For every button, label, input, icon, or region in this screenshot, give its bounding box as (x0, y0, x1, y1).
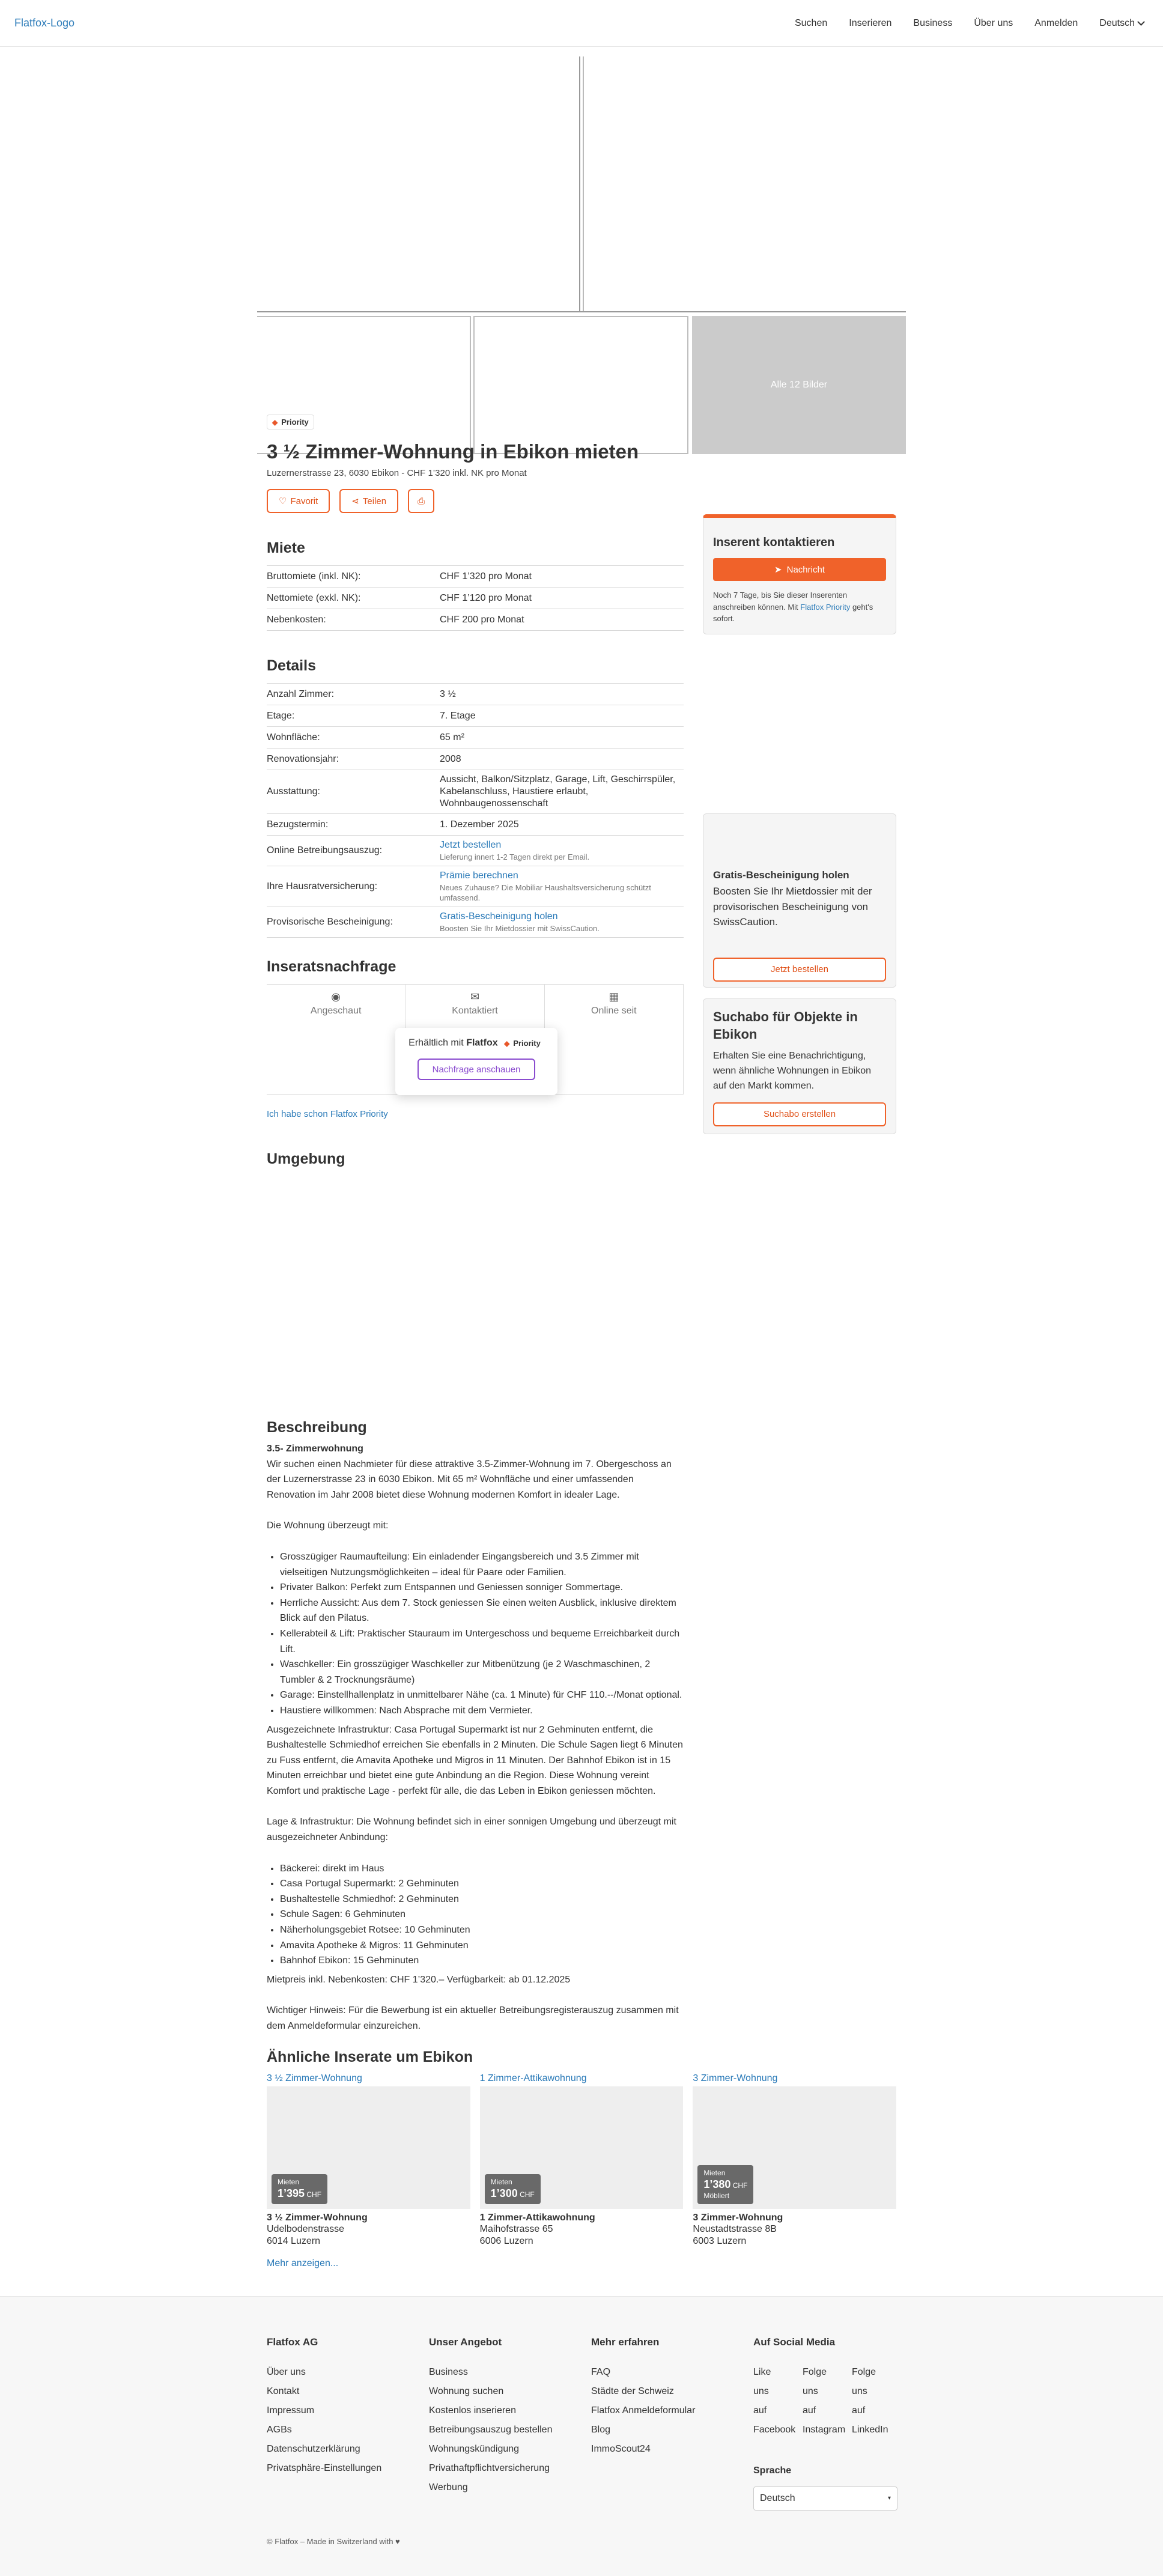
similar-card-title[interactable]: 3 Zimmer-Wohnung (693, 2073, 778, 2083)
swisscaution-text: Boosten Sie Ihr Mietdossier mit der provisorischen Bescheinigung von SwissCaution. (713, 886, 872, 928)
footer-link[interactable]: Werbung (429, 2482, 468, 2492)
linkedin-link[interactable]: auf (852, 2405, 866, 2416)
row-note: Boosten Sie Ihr Mietdossier mit SwissCaution. (440, 923, 600, 933)
price-label: Mieten (278, 2178, 300, 2187)
linkedin-link[interactable]: Folge (852, 2367, 876, 2377)
stat-viewed (267, 985, 405, 1094)
table-row (267, 705, 684, 727)
flatfox-logo[interactable]: Flatfox-Logo (14, 17, 75, 29)
row-label: Renovationsjahr: (267, 753, 339, 764)
similar-card-title[interactable]: 3 ½ Zimmer-Wohnung (267, 2073, 362, 2083)
main-nav (795, 18, 1144, 29)
footer-link[interactable]: Privatsphäre-Einstellungen (267, 2463, 382, 2473)
site-footer (0, 2296, 1163, 2576)
footer-link[interactable]: Betreibungsauszug bestellen (429, 2425, 553, 2435)
currency: CHF (732, 2181, 748, 2190)
listing-actions (267, 489, 684, 513)
similar-card[interactable] (480, 2073, 684, 2247)
search-alert-card (703, 998, 896, 1134)
message-button[interactable] (713, 558, 886, 581)
priority-link[interactable]: Flatfox Priority (800, 602, 851, 612)
table-row (267, 907, 684, 938)
row-value: Aussicht, Balkon/Sitzplatz, Garage, Lift, Geschirrspüler, Kabelanschluss, Haustiere erlaubt, Wohnbaugenossenschaft (440, 774, 676, 809)
row-value: CHF 1’120 pro Monat (440, 592, 532, 603)
description-heading: Beschreibung (267, 1419, 367, 1436)
demand-stats (267, 984, 684, 1095)
list-item: • Bahnhof Ebikon: 15 Gehminuten (280, 1953, 684, 1969)
row-label: Provisorische Bescheinigung: (267, 916, 393, 927)
row-value: 1. Dezember 2025 (440, 819, 519, 830)
footer-link[interactable]: ImmoScout24 (591, 2444, 651, 2454)
calculate-premium-link[interactable]: Prämie berechnen (440, 870, 518, 881)
similar-heading: Ähnliche Inserate um Ebikon (267, 2048, 473, 2065)
description-paragraph: Mietpreis inkl. Nebenkosten: CHF 1’320.– Verfügbarkeit: ab 01.12.2025 (267, 1974, 571, 1985)
price-value: 1’300 (490, 2187, 518, 2200)
instagram-link[interactable]: Folge (803, 2367, 827, 2377)
table-row (267, 609, 684, 631)
contact-note (713, 589, 886, 625)
similar-card-street: Udelbodenstrasse (267, 2223, 344, 2234)
row-value: CHF 200 pro Monat (440, 614, 524, 625)
priority-label: Priority (513, 1039, 541, 1048)
description-paragraph: Lage & Infrastruktur: Die Wohnung befindet sich in einer sonnigen Umgebung und überzeugt mit ausgezeichneter Anbindung: (267, 1817, 676, 1843)
description-paragraph: Die Wohnung überzeugt mit: (267, 1520, 389, 1531)
rent-table (267, 565, 684, 631)
footer-link[interactable]: Wohnungskündigung (429, 2444, 520, 2454)
row-value: 3 ½ (440, 688, 456, 699)
facebook-link[interactable]: Like (753, 2367, 771, 2377)
table-row (267, 566, 684, 588)
list-item: • Privater Balkon: Perfekt zum Entspannen und Geniessen sonniger Sommertage. (280, 1580, 684, 1596)
language-select[interactable] (753, 2486, 897, 2511)
nav-inserieren[interactable]: Inserieren (849, 17, 892, 28)
demand-heading: Inseratsnachfrage (267, 958, 396, 975)
show-more-link[interactable]: Mehr anzeigen... (267, 2258, 339, 2268)
row-label: Anzahl Zimmer: (267, 688, 335, 699)
list-item: • Haustiere willkommen: Nach Absprache mit dem Vermieter. (280, 1703, 684, 1719)
eye-icon: ◉ (331, 991, 341, 1003)
price-value: 1’380 (703, 2178, 731, 2191)
calendar-icon: ▦ (609, 991, 619, 1003)
row-label: Wohnfläche: (267, 732, 320, 743)
gallery-divider (579, 56, 580, 311)
stat-label: Angeschaut (310, 1006, 362, 1016)
nav-business[interactable]: Business (913, 17, 953, 28)
footer-columns (267, 2336, 916, 2511)
instagram-link[interactable]: Instagram (803, 2425, 846, 2435)
gallery-divider (257, 311, 906, 312)
footer-link[interactable]: Städte der Schweiz (591, 2386, 674, 2396)
footer-link[interactable]: Business (429, 2367, 468, 2377)
favorite-button[interactable] (267, 489, 330, 513)
table-row (267, 684, 684, 705)
nav-ueber-uns[interactable]: Über uns (974, 17, 1013, 28)
priority-badge (500, 1037, 544, 1049)
footer-link[interactable]: Kontakt (267, 2386, 300, 2396)
row-value (440, 839, 684, 862)
similar-card[interactable] (267, 2073, 470, 2247)
list-item: • Herrliche Aussicht: Aus dem 7. Stock geniessen Sie einen weiten Ausblick, inklusive direktem Blick auf den Pilatus. (280, 1596, 684, 1626)
table-row (267, 588, 684, 609)
similar-card-street: Neustadtstrasse 8B (693, 2223, 777, 2234)
linkedin-link[interactable]: LinkedIn (852, 2425, 888, 2435)
row-value (440, 911, 684, 934)
footer-link[interactable]: FAQ (591, 2367, 611, 2377)
print-button[interactable] (408, 489, 434, 513)
similar-listings (267, 2049, 896, 2269)
show-more (267, 2258, 896, 2269)
footer-link[interactable]: Flatfox Anmeldeformular (591, 2405, 696, 2416)
row-label: Etage: (267, 710, 295, 721)
currency: CHF (520, 2190, 535, 2199)
footer-link[interactable]: Wohnung suchen (429, 2386, 504, 2396)
linkedin-link[interactable]: uns (852, 2386, 867, 2396)
gallery-divider (583, 56, 584, 311)
price-tag (272, 2174, 327, 2204)
facebook-link[interactable]: uns (753, 2386, 769, 2396)
row-note: Neues Zuhause? Die Mobiliar Haushaltsversicherung schützt umfassend. (440, 883, 651, 902)
description-subtitle: 3.5- Zimmerwohnung (267, 1444, 363, 1454)
description-paragraph: Wichtiger Hinweis: Für die Bewerbung ist ein aktueller Betreibungsregisterauszug zusammen mit dem Anmeldeformular einzureichen. (267, 2005, 679, 2031)
row-value: 2008 (440, 753, 461, 764)
stat-label: Kontaktiert (452, 1006, 498, 1016)
image-gallery (0, 47, 1163, 409)
row-value: CHF 1’320 pro Monat (440, 571, 532, 582)
row-label: Ihre Hausratversicherung: (267, 881, 378, 892)
footer-heading: Flatfox AG (267, 2336, 318, 2348)
facebook-link[interactable]: auf (753, 2405, 767, 2416)
fox-icon: ◆ (504, 1039, 510, 1048)
feature-list (267, 1549, 684, 1719)
popup-text: Erhältlich mit (408, 1037, 464, 1048)
price-label: Mieten (490, 2178, 512, 2187)
fox-icon: ◆ (272, 418, 278, 427)
footer-link[interactable]: Privathaftpflichtversicherung (429, 2463, 550, 2473)
footer-link[interactable]: Kostenlos inserieren (429, 2405, 516, 2416)
footer-heading: Unser Angebot (429, 2336, 502, 2348)
list-item: • Garage: Einstellhallenplatz in unmittelbarer Nähe (ca. 1 Minute) für CHF 110.--/Monat optional. (280, 1687, 684, 1703)
mail-icon: ✉ (470, 991, 480, 1003)
footer-link[interactable]: Blog (591, 2425, 611, 2435)
language-value: Deutsch (760, 2493, 795, 2503)
location-list (267, 1861, 684, 1969)
footer-heading: Auf Social Media (753, 2336, 836, 2348)
footer-link[interactable]: Über uns (267, 2367, 306, 2377)
row-value: 7. Etage (440, 710, 476, 721)
swisscaution-card (703, 813, 896, 988)
listing-title: 3 ½ Zimmer-Wohnung in Ebikon mieten (267, 440, 639, 463)
footer-col-company (267, 2336, 429, 2511)
priority-label: Priority (281, 418, 309, 427)
price-label: Mieten (703, 2169, 726, 2178)
row-note: Lieferung innert 1-2 Tagen direkt per Email. (440, 852, 590, 861)
favorite-label: Favorit (290, 496, 318, 506)
similar-card-name: 1 Zimmer-Attikawohnung (479, 2212, 595, 2223)
list-item: • Grosszügiger Raumaufteilung: Ein einladender Eingangsbereich und 3.5 Zimmer mit vielseitigen Nutzungsmöglichkeiten – ideal für Paare oder Familien. (280, 1549, 684, 1580)
free-certificate-link[interactable]: Gratis-Bescheinigung holen (440, 911, 558, 922)
stat-label: Online seit (591, 1006, 637, 1016)
similar-card-image[interactable] (267, 2086, 470, 2209)
details-table (267, 683, 684, 938)
similar-card-name: 3 Zimmer-Wohnung (693, 2212, 783, 2223)
row-value: 65 m² (440, 732, 464, 743)
send-icon: ➤ (774, 565, 782, 575)
table-row (267, 836, 684, 866)
similar-card-name: 3 ½ Zimmer-Wohnung (267, 2212, 368, 2223)
similar-grid (267, 2073, 896, 2247)
similar-card-city: 6003 Luzern (693, 2235, 747, 2246)
list-item: • Bäckerei: direkt im Haus (280, 1861, 684, 1877)
share-label: Teilen (362, 496, 387, 506)
similar-card-image[interactable] (480, 2086, 684, 2209)
table-row (267, 770, 684, 814)
social-links (753, 2363, 916, 2440)
list-item: • Kellerabteil & Lift: Praktischer Stauraum im Untergeschoss und bequeme Erreichbarkeit durch Lift. (280, 1626, 684, 1657)
instagram-link[interactable]: uns (803, 2386, 818, 2396)
footer-link[interactable]: Impressum (267, 2405, 315, 2416)
share-button[interactable] (339, 489, 398, 513)
list-item: • Bushaltestelle Schmiedhof: 2 Gehminuten (280, 1892, 684, 1907)
row-label: Bezugstermin: (267, 819, 329, 830)
note-text: Noch 7 Tage, bis Sie dieser Inserenten anschreiben können. Mit (713, 591, 848, 612)
details-heading: Details (267, 657, 316, 674)
main-content (267, 415, 896, 2269)
footer-col-learn (591, 2336, 753, 2511)
price-value: 1’395 (278, 2187, 305, 2200)
swisscaution-title: Gratis-Bescheinigung holen (713, 869, 849, 881)
priority-popup (395, 1028, 557, 1095)
table-row (267, 727, 684, 749)
popup-brand: Flatfox (466, 1037, 498, 1048)
map-area[interactable] (267, 1176, 684, 1413)
similar-card[interactable] (693, 2073, 896, 2247)
language-heading: Sprache (753, 2465, 792, 2476)
chevron-down-icon (1137, 18, 1145, 26)
list-item: • Waschkeller: Ein grosszügiger Waschkeller zur Mitbenützung (je 2 Waschmaschinen, 2 Tumbler & 2 Trocknungsräume) (280, 1657, 684, 1687)
create-search-alert-button[interactable]: Suchabo erstellen (713, 1102, 886, 1126)
priority-link[interactable]: Ich habe schon Flatfox Priority (267, 1109, 388, 1119)
list-item: • Casa Portugal Supermarkt: 2 Gehminuten (280, 1876, 684, 1892)
contact-card (703, 514, 896, 634)
row-label: Bruttomiete (inkl. NK): (267, 571, 361, 582)
heart-icon: ♡ (279, 496, 287, 506)
share-icon: ⋖ (351, 496, 359, 506)
site-header (0, 0, 1163, 47)
printer-icon: ⎙ (418, 496, 425, 506)
priority-badge (267, 415, 314, 430)
footer-link[interactable]: Datenschutzerklärung (267, 2444, 360, 2454)
surroundings-heading: Umgebung (267, 1150, 345, 1167)
description-text (267, 1441, 684, 2034)
row-label: Online Betreibungsauszug: (267, 845, 383, 856)
list-item: • Amavita Apotheke & Migros: 11 Gehminuten (280, 1938, 684, 1954)
note-text: geht's sofort. (713, 602, 873, 623)
similar-card-street: Maihofstrasse 65 (479, 2223, 553, 2234)
similar-card-image[interactable] (693, 2086, 896, 2209)
footer-col-social (753, 2336, 916, 2511)
facebook-link[interactable]: Facebook (753, 2425, 796, 2435)
listing-subline: Luzernerstrasse 23, 6030 Ebikon - CHF 1’320 inkl. NK pro Monat (267, 468, 527, 478)
language-dropdown[interactable] (1099, 18, 1144, 29)
price-tag (485, 2174, 541, 2204)
nav-suchen[interactable]: Suchen (794, 17, 828, 28)
table-row (267, 866, 684, 907)
row-label: Nebenkosten: (267, 614, 326, 625)
list-item: • Näherholungsgebiet Rotsee: 10 Gehminuten (280, 1922, 684, 1938)
footer-heading: Mehr erfahren (591, 2336, 660, 2348)
rent-heading: Miete (267, 539, 305, 556)
footer-col-offer (429, 2336, 591, 2511)
table-row (267, 814, 684, 836)
listing-content (267, 415, 684, 2034)
similar-card-city: 6014 Luzern (267, 2235, 320, 2246)
row-label: Nettomiete (exkl. NK): (267, 592, 361, 603)
all-images-button[interactable]: Alle 12 Bilder (692, 316, 906, 454)
price-tag (697, 2165, 753, 2204)
contact-title: Inserent kontaktieren (713, 536, 835, 549)
language-label: Deutsch (1099, 17, 1135, 28)
similar-card-title[interactable]: 1 Zimmer-Attikawohnung (479, 2073, 587, 2083)
stat-online-since (545, 985, 684, 1094)
search-alert-text: Erhalten Sie eine Benachrichtigung, wenn ähnliche Wohnungen in Ebikon auf den Markt kommen. (713, 1051, 872, 1091)
similar-card-city: 6006 Luzern (479, 2235, 533, 2246)
description-paragraph: Ausgezeichnete Infrastruktur: Casa Portugal Supermarkt ist nur 2 Gehminuten entfernt, die Bushaltestelle Schmiedhof erreichen Sie ebenfalls in 2 Minuten. Die Schule Sagen liegt 6 Minuten zu Fuss entfernt, die Amavita Apotheke und Migros in 11 Minuten. Der Bahnhof Ebikon ist in 15 Minuten erreichbar und bietet eine gute Anbindung an die Region. Diese Wohnung vereint Komfort und praktische Lage - perfekt für alle, die das Leben in Ebikon geniessen möchten. (267, 1724, 683, 1796)
list-item: • Schule Sagen: 6 Gehminuten (280, 1907, 684, 1922)
order-now-button[interactable]: Jetzt bestellen (713, 958, 886, 982)
row-label: Ausstattung: (267, 786, 320, 797)
order-extract-link[interactable]: Jetzt bestellen (440, 840, 502, 850)
furnished-label: Möbliert (703, 2191, 730, 2200)
copyright: © Flatfox – Made in Switzerland with ♥ (267, 2537, 400, 2546)
chevron-down-icon: ▾ (887, 2495, 891, 2502)
search-alert-title: Suchabo für Objekte in Ebikon (713, 1009, 858, 1042)
table-row (267, 749, 684, 770)
message-label: Nachricht (786, 564, 825, 575)
view-demand-button[interactable]: Nachfrage anschauen (418, 1059, 535, 1080)
footer-link[interactable]: AGBs (267, 2425, 292, 2435)
nav-anmelden[interactable]: Anmelden (1034, 17, 1078, 28)
currency: CHF (306, 2190, 322, 2199)
instagram-link[interactable]: auf (803, 2405, 816, 2416)
row-value (440, 870, 684, 903)
description-paragraph: Wir suchen einen Nachmieter für diese attraktive 3.5-Zimmer-Wohnung im 7. Obergeschoss an der Luzernerstrasse 23 in 6030 Ebikon. Mit 65 m² Wohnfläche und einer umfassenden Renovation im Jahr 2008 bietet diese Wohnung modernen Komfort in idealer Lage. (267, 1459, 672, 1500)
has-priority-link (267, 1109, 684, 1119)
